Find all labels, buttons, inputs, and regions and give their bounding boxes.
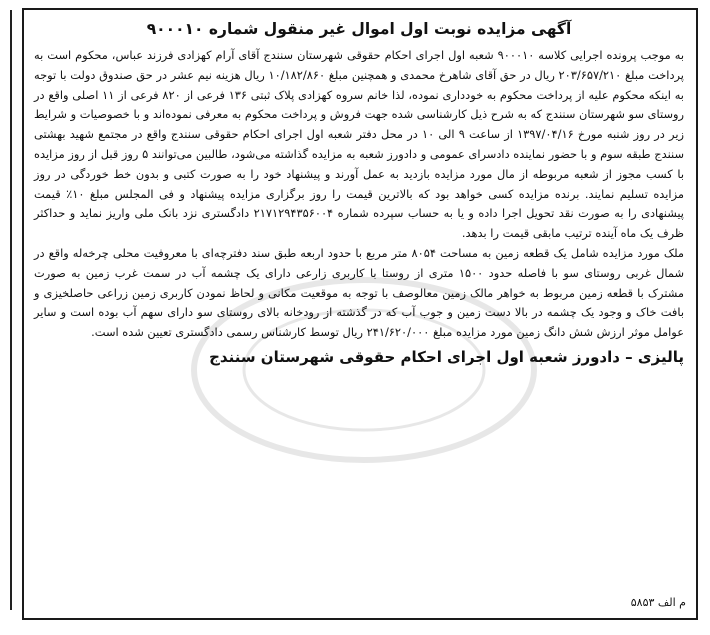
notice-paragraph-property: ملک مورد مزایده شامل یک قطعه زمین به مساحت ۸۰۵۴ متر مربع با حدود اربعه طبق سند دفترچه‌ای با معروفیت محلی چرخه‌له واقع در شمال غربی روستای سو با فاصله حدود ۱۵۰۰ متری از روستا با کاربری زارعی دارای یک چشمه آب در سمت غرب زمین به صورت مشترک با قطعه زمین مربوط به خواهر مالک زمین معالوصف با توجه به موقعیت مکانی و لحاظ نمودن کاربری زمین زراعی حاصلخیزی و بافت خاک و وجود یک چشمه در بالا دست زمین و جوب آب که در گذشته از رودخانه بالای روستای سو دارای سهم آب بوده است و سایر عوامل موثر ارزش شش دانگ زمین مورد مزایده مبلغ ۲۴۱/۶۲۰/۰۰۰ ریال توسط کارشناس رسمی دادگستری تعیین شده است.: [34, 245, 685, 340]
notice-signature: پالیزی – دادورز شعبه اول اجرای احکام حقوقی شهرستان سنندج: [209, 347, 684, 366]
auction-notice: [22, 8, 698, 620]
notice-reference: م الف ۵۸۵۳: [630, 596, 686, 609]
notice-paragraph-terms: به موجب پرونده اجرایی کلاسه ۹۰۰۰۱۰ شعبه اول اجرای احکام حقوقی شهرستان سنندج آقای آرام کهزادی فرزند عباس، محکوم است به پرداخت مبلغ ۲۰۳/۶۵۷/۲۱۰ ریال در حق آقای شاهرخ محمدی و همچنین مبلغ ۱۰/۱۸۲/۸۶۰ ریال هزینه نیم عشر در حق صندوق دولت با توجه به اینکه محکوم علیه از پرداخت محکوم به خودداری نموده، لذا خانم سروه کهزادی پلاک ثبتی ۱۳۶ فرعی از ۸۲۰ فرعی از ۱۱ اصلی واقع در روستای سو شهرستان سنندج که به شرح ذیل کارشناسی شده جهت فروش و پرداخت محکوم به معرفی نموده‌اند و با خصوصیات و شرایط زیر در روز شنبه مورخ ۱۳۹۷/۰۴/۱۶ از ساعت ۹ الی ۱۰ در محل دفتر شعبه اول اجرای احکام حقوقی سنندج واقع در مجتمع شهید بهشتی سنندج طبقه سوم و با حضور نماینده دادسرای عمومی و دادورز شعبه به مزایده گذاشته می‌شود، طالبین می‌توانند ۵ روز قبل از روز مزایده با کسب مجوز از شعبه مربوطه از مال مورد مزایده بازدید به عمل آورند و پیشنهاد خود را به صورت کتبی و بدون خط خوردگی در روز مزایده تسلیم نمایند. برنده مزایده کسی خواهد بود که بالاترین قیمت را روز برگزاری مزایده پیشنهاد و فی المجلس مبلغ ۱۰٪ قیمت پیشنهادی را به صورت نقد تحویل اجرا داده و یا به حساب سپرده شماره ۲۱۷۱۲۹۴۳۵۶۰۰۴ دادگستری نزد بانک ملی واریز نماید و حداکثر ظرف یک ماه آینده ترتیب مابقی قیمت را بدهد.: [34, 48, 684, 241]
notice-title: آگهی مزایده نوبت اول اموال غیر منقول شماره ۹۰۰۰۱۰: [146, 20, 572, 38]
left-column-rule: [10, 10, 12, 610]
